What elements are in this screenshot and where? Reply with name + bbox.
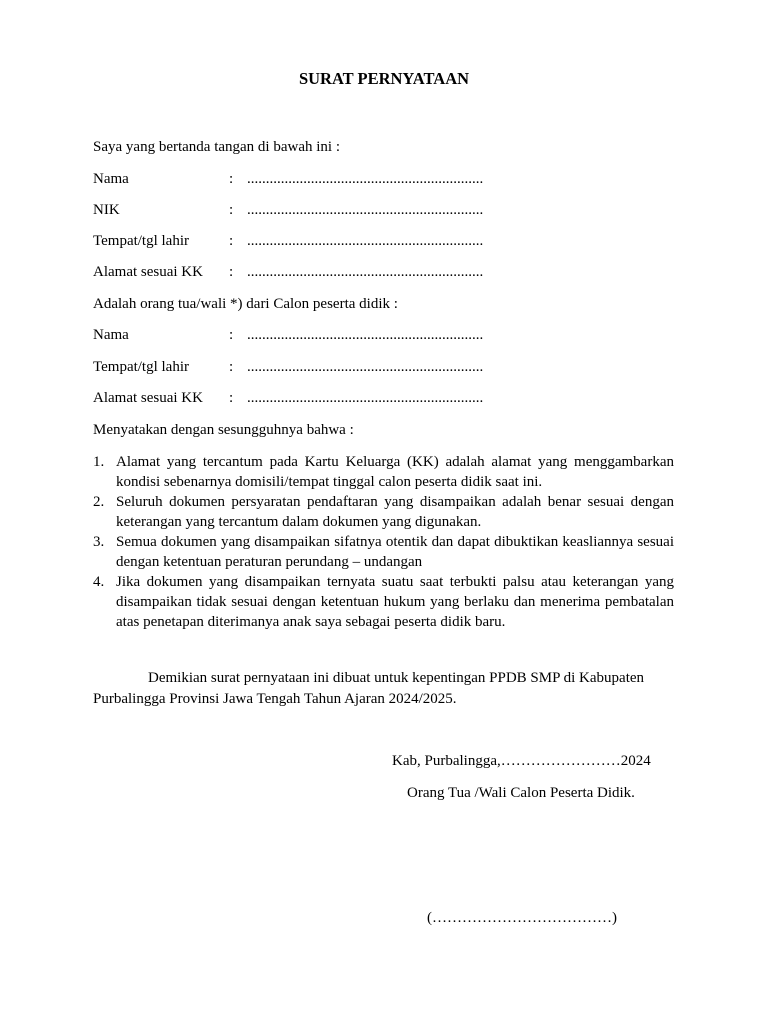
child-field-dots-tempat-tgl-lahir: ............................................................... [247,359,484,375]
child-field-label-alamat: Alamat sesuai KK [93,390,203,406]
child-intro-text: Adalah orang tua/wali *) dari Calon peserta didik : [93,296,398,312]
list-item-text: Jika dokumen yang disampaikan ternyata suatu saat terbukti palsu atau keterangan yang disampaikan tidak sesuai dengan ketentuan hukum yang berlaku dan menerima pembatalan atas penetapan diterimanya anak saya sebagai peserta didik baru. [116,574,674,630]
intro-text: Saya yang bertanda tangan di bawah ini : [93,139,341,155]
field-label-nama: Nama [93,171,129,187]
field-dots-nama: ............................................................... [247,171,484,187]
list-item [93,572,674,632]
field-label-nik: NIK [93,202,120,218]
child-field-label-nama: Nama [93,327,129,343]
child-field-dots-nama: ............................................................... [247,327,484,343]
list-item-text: Semua dokumen yang disampaikan sifatnya otentik dan dapat dibuktikan keasliannya sesuai dengan ketentuan peraturan perundang – undangan [116,534,674,570]
field-colon: : [229,233,234,249]
list-item-number: 4. [93,574,105,590]
field-colon: : [229,359,234,375]
field-label-alamat: Alamat sesuai KK [93,264,203,280]
field-colon: : [229,202,234,218]
list-item-number: 2. [93,494,105,510]
list-item [93,492,674,532]
field-colon: : [229,327,234,343]
list-item-number: 1. [93,454,105,470]
list-item [93,452,674,492]
field-colon: : [229,264,234,280]
signature-line: (………………………………) [427,910,617,926]
closing-line-1: Demikian surat pernyataan ini dibuat untuk kepentingan PPDB SMP di Kabupaten [148,670,645,686]
closing-line-2: Purbalingga Provinsi Jawa Tengah Tahun Ajaran 2024/2025. [93,691,457,707]
child-field-label-tempat-tgl-lahir: Tempat/tgl lahir [93,359,190,375]
document-title: SURAT PERNYATAAN [298,69,470,88]
list-item [93,532,674,572]
field-dots-nik: ............................................................... [247,202,484,218]
list-item-number: 3. [93,534,105,550]
field-dots-alamat: ............................................................... [247,264,484,280]
place-date: Kab, Purbalingga,……………………2024 [392,753,651,769]
list-item-text: Alamat yang tercantum pada Kartu Keluarga (KK) adalah alamat yang menggambarkan kondisi sebenarnya domisili/tempat tinggal calon peserta didik saat ini. [116,454,674,490]
closing-paragraph [93,668,674,710]
field-dots-tempat-tgl-lahir: ............................................................... [247,233,484,249]
field-label-tempat-tgl-lahir: Tempat/tgl lahir [93,233,190,249]
signer-title: Orang Tua /Wali Calon Peserta Didik. [407,785,635,801]
field-colon: : [229,390,234,406]
statement-list [93,452,674,632]
field-colon: : [229,171,234,187]
list-item-text: Seluruh dokumen persyaratan pendaftaran yang disampaikan adalah benar sesuai dengan keterangan yang tercantum dalam dokumen yang digunakan. [116,494,674,530]
child-field-dots-alamat: ............................................................... [247,390,484,406]
statement-intro-text: Menyatakan dengan sesungguhnya bahwa : [93,422,354,438]
